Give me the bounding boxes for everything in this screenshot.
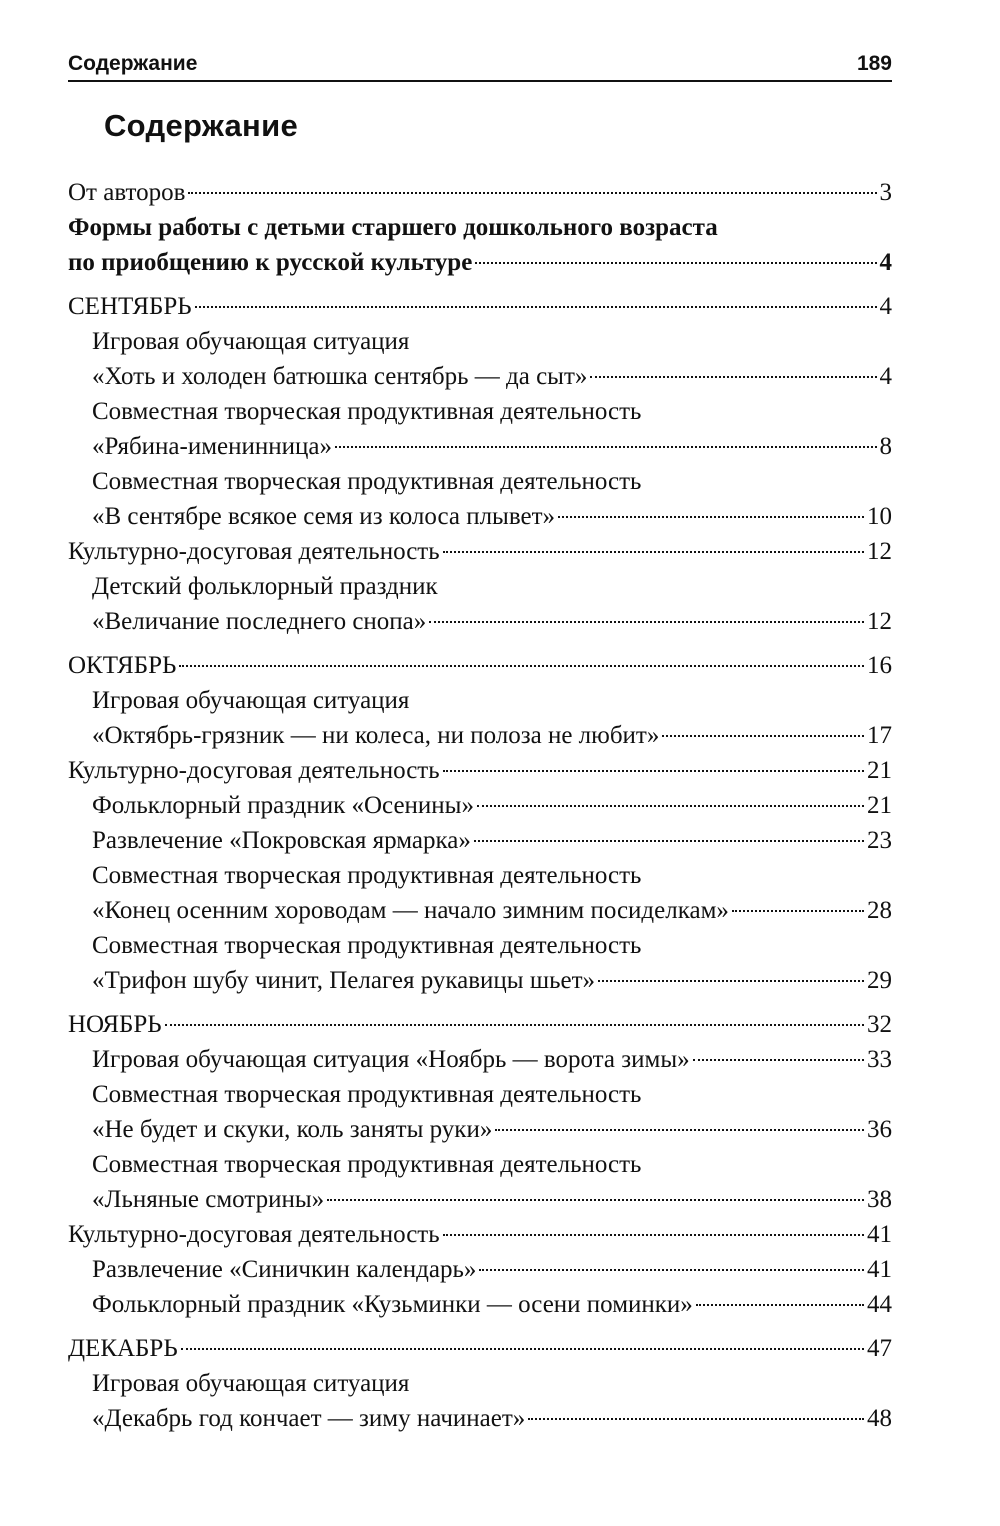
toc-entry-text: Развлечение «Покровская ярмарка»	[92, 827, 471, 854]
toc-line	[68, 648, 892, 683]
toc-line	[92, 823, 892, 858]
toc-page-number: 47	[867, 1335, 892, 1362]
toc-line	[92, 1252, 892, 1287]
toc-entry-text: «Не будет и скуки, коль заняты руки»	[92, 1116, 493, 1143]
toc-entry-section[interactable]	[68, 534, 892, 569]
toc-page-number: 36	[867, 1116, 892, 1143]
toc-entry[interactable]	[68, 324, 892, 394]
toc-entry[interactable]	[68, 858, 892, 928]
toc-page-number: 28	[867, 897, 892, 924]
toc-entry-text: Игровая обучающая ситуация	[92, 1370, 410, 1397]
toc-line	[92, 1147, 892, 1182]
toc-line	[92, 569, 892, 604]
section-gap	[68, 998, 892, 1007]
toc-entry-text: «Декабрь год кончает — зиму начинает»	[92, 1405, 526, 1432]
dot-leader	[558, 516, 864, 518]
page-number: 189	[856, 52, 892, 75]
dot-leader	[195, 306, 877, 308]
toc-line	[68, 753, 892, 788]
toc-page-number: 29	[867, 967, 892, 994]
toc-line	[92, 604, 892, 639]
dot-leader	[495, 1129, 864, 1131]
dot-leader	[590, 376, 876, 378]
toc-entry[interactable]	[68, 1077, 892, 1147]
toc-page-number: 32	[867, 1011, 892, 1038]
toc-page-number: 21	[867, 757, 892, 784]
toc-entry[interactable]	[68, 928, 892, 998]
toc-entry-text: ОКТЯБРЬ	[68, 652, 177, 679]
toc-entry-text: «Величание последнего снопа»	[92, 608, 427, 635]
toc-entry-text: Игровая обучающая ситуация	[92, 328, 410, 355]
dot-leader	[181, 1348, 864, 1350]
toc-page-number: 41	[867, 1256, 892, 1283]
toc-line	[92, 1042, 892, 1077]
toc-line	[68, 534, 892, 569]
toc-page-number: 21	[867, 792, 892, 819]
toc-line	[68, 1331, 892, 1366]
toc-entry-text: ДЕКАБРЬ	[68, 1335, 178, 1362]
toc-entry-text: Формы работы с детьми старшего дошкольного возраста	[68, 214, 718, 241]
toc-entry[interactable]	[68, 1252, 892, 1287]
toc-page-number: 8	[879, 433, 892, 460]
toc-entry-text: Совместная творческая продуктивная деятельность	[92, 1081, 642, 1108]
toc-entry-text: Культурно-досуговая деятельность	[68, 1221, 440, 1248]
section-gap	[68, 639, 892, 648]
toc-page-number: 33	[867, 1046, 892, 1073]
toc-entry-text: Развлечение «Синичкин календарь»	[92, 1256, 477, 1283]
running-head	[68, 42, 892, 82]
toc-entry[interactable]	[68, 823, 892, 858]
toc-line	[68, 210, 892, 245]
toc-page-number: 12	[867, 608, 892, 635]
dot-leader	[693, 1059, 864, 1061]
toc-entry-text: Совместная творческая продуктивная деятельность	[92, 1151, 642, 1178]
toc-entry-text: Совместная творческая продуктивная деятельность	[92, 468, 642, 495]
dot-leader	[477, 805, 864, 807]
toc-entry-text: Совместная творческая продуктивная деятельность	[92, 398, 642, 425]
toc-line	[68, 245, 892, 280]
toc-entry-section[interactable]	[68, 289, 892, 324]
toc-entry-section[interactable]	[68, 1331, 892, 1366]
toc-line	[92, 718, 892, 753]
toc-page-number: 23	[867, 827, 892, 854]
toc-entry-text: «Хоть и холоден батюшка сентябрь — да сыт»	[92, 363, 588, 390]
toc-entry-text: Совместная творческая продуктивная деятельность	[92, 862, 642, 889]
dot-leader	[429, 621, 864, 623]
dot-leader	[335, 446, 876, 448]
toc-entry[interactable]	[68, 464, 892, 534]
toc-entry-section[interactable]	[68, 1217, 892, 1252]
toc-entry-text: «Октябрь-грязник — ни колеса, ни полоза не любит»	[92, 722, 660, 749]
toc-line	[92, 928, 892, 963]
toc-line	[92, 788, 892, 823]
toc-entry[interactable]	[68, 1366, 892, 1436]
toc-line	[92, 359, 892, 394]
dot-leader	[479, 1269, 864, 1271]
toc-line	[92, 1182, 892, 1217]
dot-leader	[528, 1418, 864, 1420]
toc-page-number: 4	[879, 363, 892, 390]
toc-page-number: 44	[867, 1291, 892, 1318]
toc-entry-text: Фольклорный праздник «Осенины»	[92, 792, 474, 819]
toc-page-number: 38	[867, 1186, 892, 1213]
toc-entry-text: НОЯБРЬ	[68, 1011, 162, 1038]
toc-line	[68, 1217, 892, 1252]
toc-line	[92, 858, 892, 893]
toc-line	[92, 963, 892, 998]
dot-leader	[443, 551, 864, 553]
page-title: Содержание	[104, 108, 298, 143]
toc-entry-section[interactable]	[68, 210, 892, 280]
section-gap	[68, 280, 892, 289]
toc-entry[interactable]	[68, 394, 892, 464]
toc-entry-text: «Рябина-именинница»	[92, 433, 333, 460]
toc-line	[92, 464, 892, 499]
dot-leader	[327, 1199, 864, 1201]
table-of-contents	[68, 175, 892, 1436]
dot-leader	[188, 192, 876, 194]
toc-page-number: 41	[867, 1221, 892, 1248]
toc-line	[68, 175, 892, 210]
toc-entry-text: Игровая обучающая ситуация	[92, 687, 410, 714]
toc-entry-text: по приобщению к русской культуре	[68, 249, 473, 276]
toc-entry-text: «Трифон шубу чинит, Пелагея рукавицы шьет»	[92, 967, 596, 994]
toc-page-number: 48	[867, 1405, 892, 1432]
toc-entry-text: От авторов	[68, 179, 186, 206]
toc-entry-text: Культурно-досуговая деятельность	[68, 538, 440, 565]
toc-entry-text: Культурно-досуговая деятельность	[68, 757, 440, 784]
toc-line	[92, 394, 892, 429]
dot-leader	[475, 262, 876, 264]
toc-entry-text: Детский фольклорный праздник	[92, 573, 438, 600]
dot-leader	[696, 1304, 864, 1306]
toc-entry-text: «Льняные смотрины»	[92, 1186, 325, 1213]
toc-entry-text: «Конец осенним хороводам — начало зимним посиделкам»	[92, 897, 729, 924]
toc-entry-text: Совместная творческая продуктивная деятельность	[92, 932, 642, 959]
toc-entry-section[interactable]	[68, 648, 892, 683]
toc-entry-text: «В сентябре всякое семя из колоса плывет»	[92, 503, 556, 530]
toc-entry-text: СЕНТЯБРЬ	[68, 293, 192, 320]
dot-leader	[732, 910, 864, 912]
dot-leader	[179, 665, 864, 667]
toc-entry[interactable]	[68, 1147, 892, 1217]
running-head-section: Содержание	[68, 52, 198, 75]
dot-leader	[165, 1024, 864, 1026]
dot-leader	[443, 1234, 864, 1236]
toc-line	[92, 1112, 892, 1147]
toc-line	[68, 1007, 892, 1042]
toc-line	[92, 499, 892, 534]
toc-entry[interactable]	[68, 683, 892, 753]
dot-leader	[662, 735, 864, 737]
toc-line	[92, 1077, 892, 1112]
toc-entry-section[interactable]	[68, 753, 892, 788]
toc-entry-text: Игровая обучающая ситуация «Ноябрь — ворота зимы»	[92, 1046, 690, 1073]
dot-leader	[598, 980, 864, 982]
toc-line	[92, 324, 892, 359]
toc-line	[92, 683, 892, 718]
toc-entry[interactable]	[68, 1287, 892, 1322]
toc-line	[68, 289, 892, 324]
toc-line	[92, 1401, 892, 1436]
dot-leader	[474, 840, 864, 842]
toc-page-number: 17	[867, 722, 892, 749]
dot-leader	[443, 770, 864, 772]
toc-page-number: 10	[867, 503, 892, 530]
toc-line	[92, 1287, 892, 1322]
section-gap	[68, 1322, 892, 1331]
toc-page-number: 3	[879, 179, 892, 206]
toc-entry[interactable]	[68, 569, 892, 639]
toc-page-number: 4	[879, 249, 892, 276]
toc-page-number: 4	[879, 293, 892, 320]
toc-entry-section[interactable]	[68, 175, 892, 210]
toc-entry[interactable]	[68, 788, 892, 823]
toc-page-number: 12	[867, 538, 892, 565]
toc-page-number: 16	[867, 652, 892, 679]
toc-line	[92, 429, 892, 464]
toc-entry-text: Фольклорный праздник «Кузьминки — осени поминки»	[92, 1291, 693, 1318]
toc-line	[92, 893, 892, 928]
toc-entry[interactable]	[68, 1042, 892, 1077]
toc-entry-section[interactable]	[68, 1007, 892, 1042]
toc-line	[92, 1366, 892, 1401]
